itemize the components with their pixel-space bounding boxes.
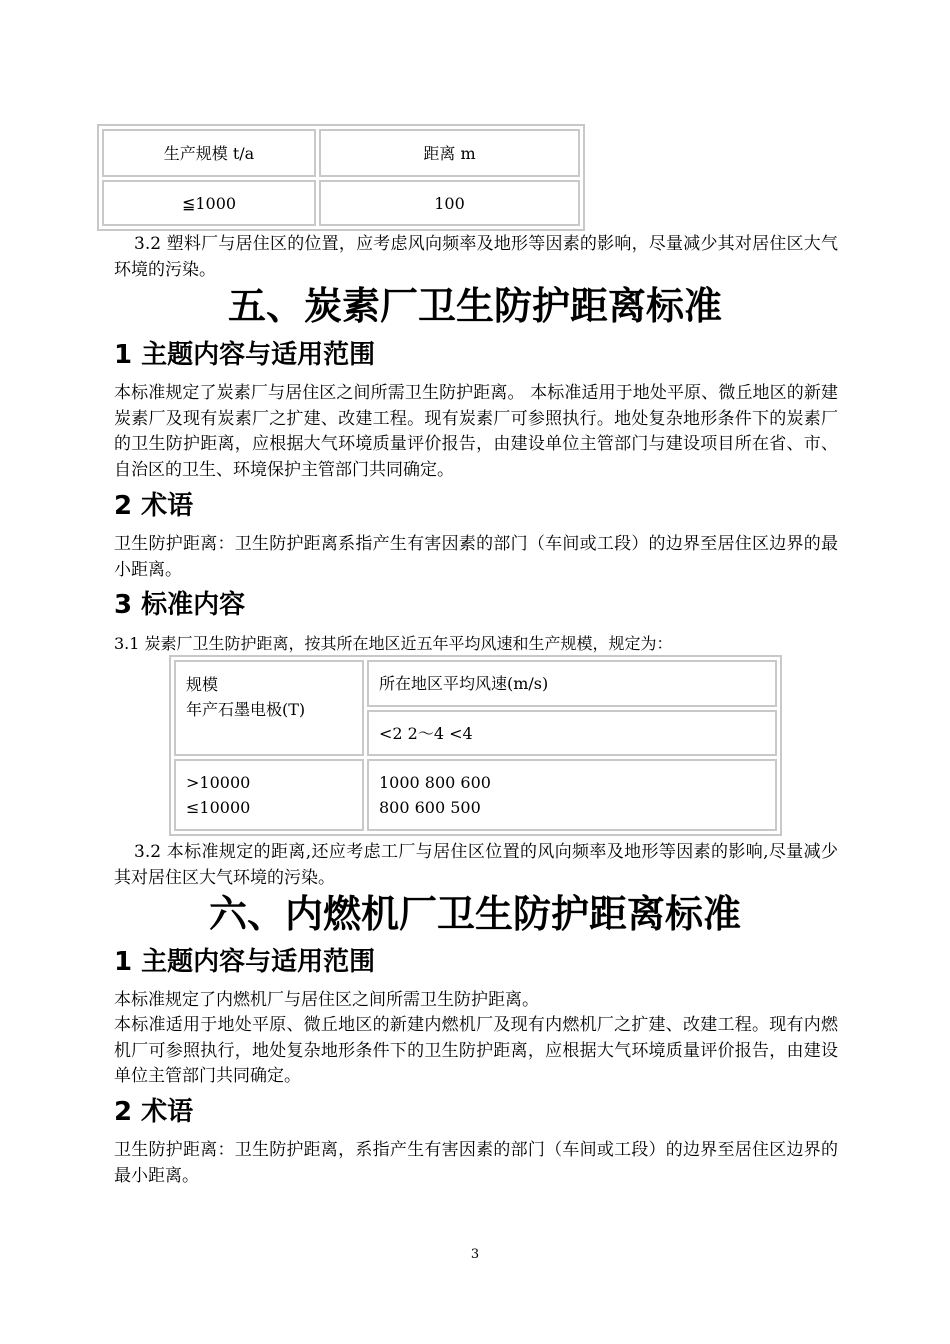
section6-scope-paragraph-1: 本标准规定了内燃机厂与居住区之间所需卫生防护距离。 xyxy=(114,990,539,1010)
section6-terms-paragraph: 卫生防护距离：卫生防护距离，系指产生有害因素的部门（车间或工段）的边界至居住区边界的最小距离。 xyxy=(114,1140,838,1186)
table-cell-scale-header xyxy=(174,660,364,756)
scale-row-1: >10000 xyxy=(186,773,251,792)
table-cell-distance-values xyxy=(367,759,777,831)
scale-row-2: ≤10000 xyxy=(186,798,251,817)
scale-unit-label: 年产石墨电极(T) xyxy=(186,700,306,719)
table-header-wind-speed: 所在地区平均风速(m/s) xyxy=(367,660,777,707)
scale-label: 规模 xyxy=(186,675,219,694)
section5-heading-scope: 1 主题内容与适用范围 xyxy=(114,340,376,370)
section5-scope-paragraph: 本标准规定了炭素厂与居住区之间所需卫生防护距离。 本标准适用于地处平原、微丘地区的新建炭素厂及现有炭素厂之扩建、改建工程。现有炭素厂可参照执行。地处复杂地形条件下的炭素厂的卫生防护距离，应根据大气环境质量评价报告，由建设单位主管部门与建设项目所在省、市、自治区的卫生、环境保护主管部门共同确定。 xyxy=(114,383,838,480)
section6-heading-scope: 1 主题内容与适用范围 xyxy=(114,947,376,977)
page-number: 3 xyxy=(470,1247,480,1262)
table-header-scale: 生产规模 t/a xyxy=(102,129,316,177)
section5-terms-paragraph: 卫生防护距离：卫生防护距离系指产生有害因素的部门（车间或工段）的边界至居住区边界的最小距离。 xyxy=(114,534,838,580)
table-cell-scale: ≦1000 xyxy=(102,180,316,226)
table-cell-distance: 100 xyxy=(319,180,580,226)
section6-heading-terms: 2 术语 xyxy=(114,1097,194,1127)
section5-32-paragraph: 3.2 本标准规定的距离,还应考虑工厂与居住区位置的风向频率及地形等因素的影响,尽量减少其对居住区大气环境的污染。 xyxy=(114,842,838,888)
distance-row-2: 800 600 500 xyxy=(379,798,481,817)
table-header-distance: 距离 m xyxy=(319,129,580,177)
distance-row-1: 1000 800 600 xyxy=(379,773,491,792)
section5-title: 五、炭素厂卫生防护距离标准 xyxy=(227,284,722,328)
carbon-plant-distance-table xyxy=(169,655,782,836)
section5-31-paragraph: 3.1 炭素厂卫生防护距离，按其所在地区近五年平均风速和生产规模，规定为： xyxy=(114,634,673,653)
section6-title: 六、内燃机厂卫生防护距离标准 xyxy=(208,892,741,936)
section6-scope-paragraph-2: 本标准适用于地处平原、微丘地区的新建内燃机厂及现有内燃机厂之扩建、改建工程。现有内燃机厂可参照执行，地处复杂地形条件下的卫生防护距离，应根据大气环境质量评价报告，由建设单位主管部门共同确定。 xyxy=(114,1015,838,1086)
section5-heading-terms: 2 术语 xyxy=(114,491,194,521)
section5-heading-content: 3 标准内容 xyxy=(114,590,246,620)
table-header-wind-ranges: <2 2～4 <4 xyxy=(367,710,777,756)
table-cell-scale-values xyxy=(174,759,364,831)
production-distance-table xyxy=(97,124,585,231)
plastic-location-paragraph: 3.2 塑料厂与居住区的位置，应考虑风向频率及地形等因素的影响，尽量减少其对居住区大气环境的污染。 xyxy=(114,234,838,280)
